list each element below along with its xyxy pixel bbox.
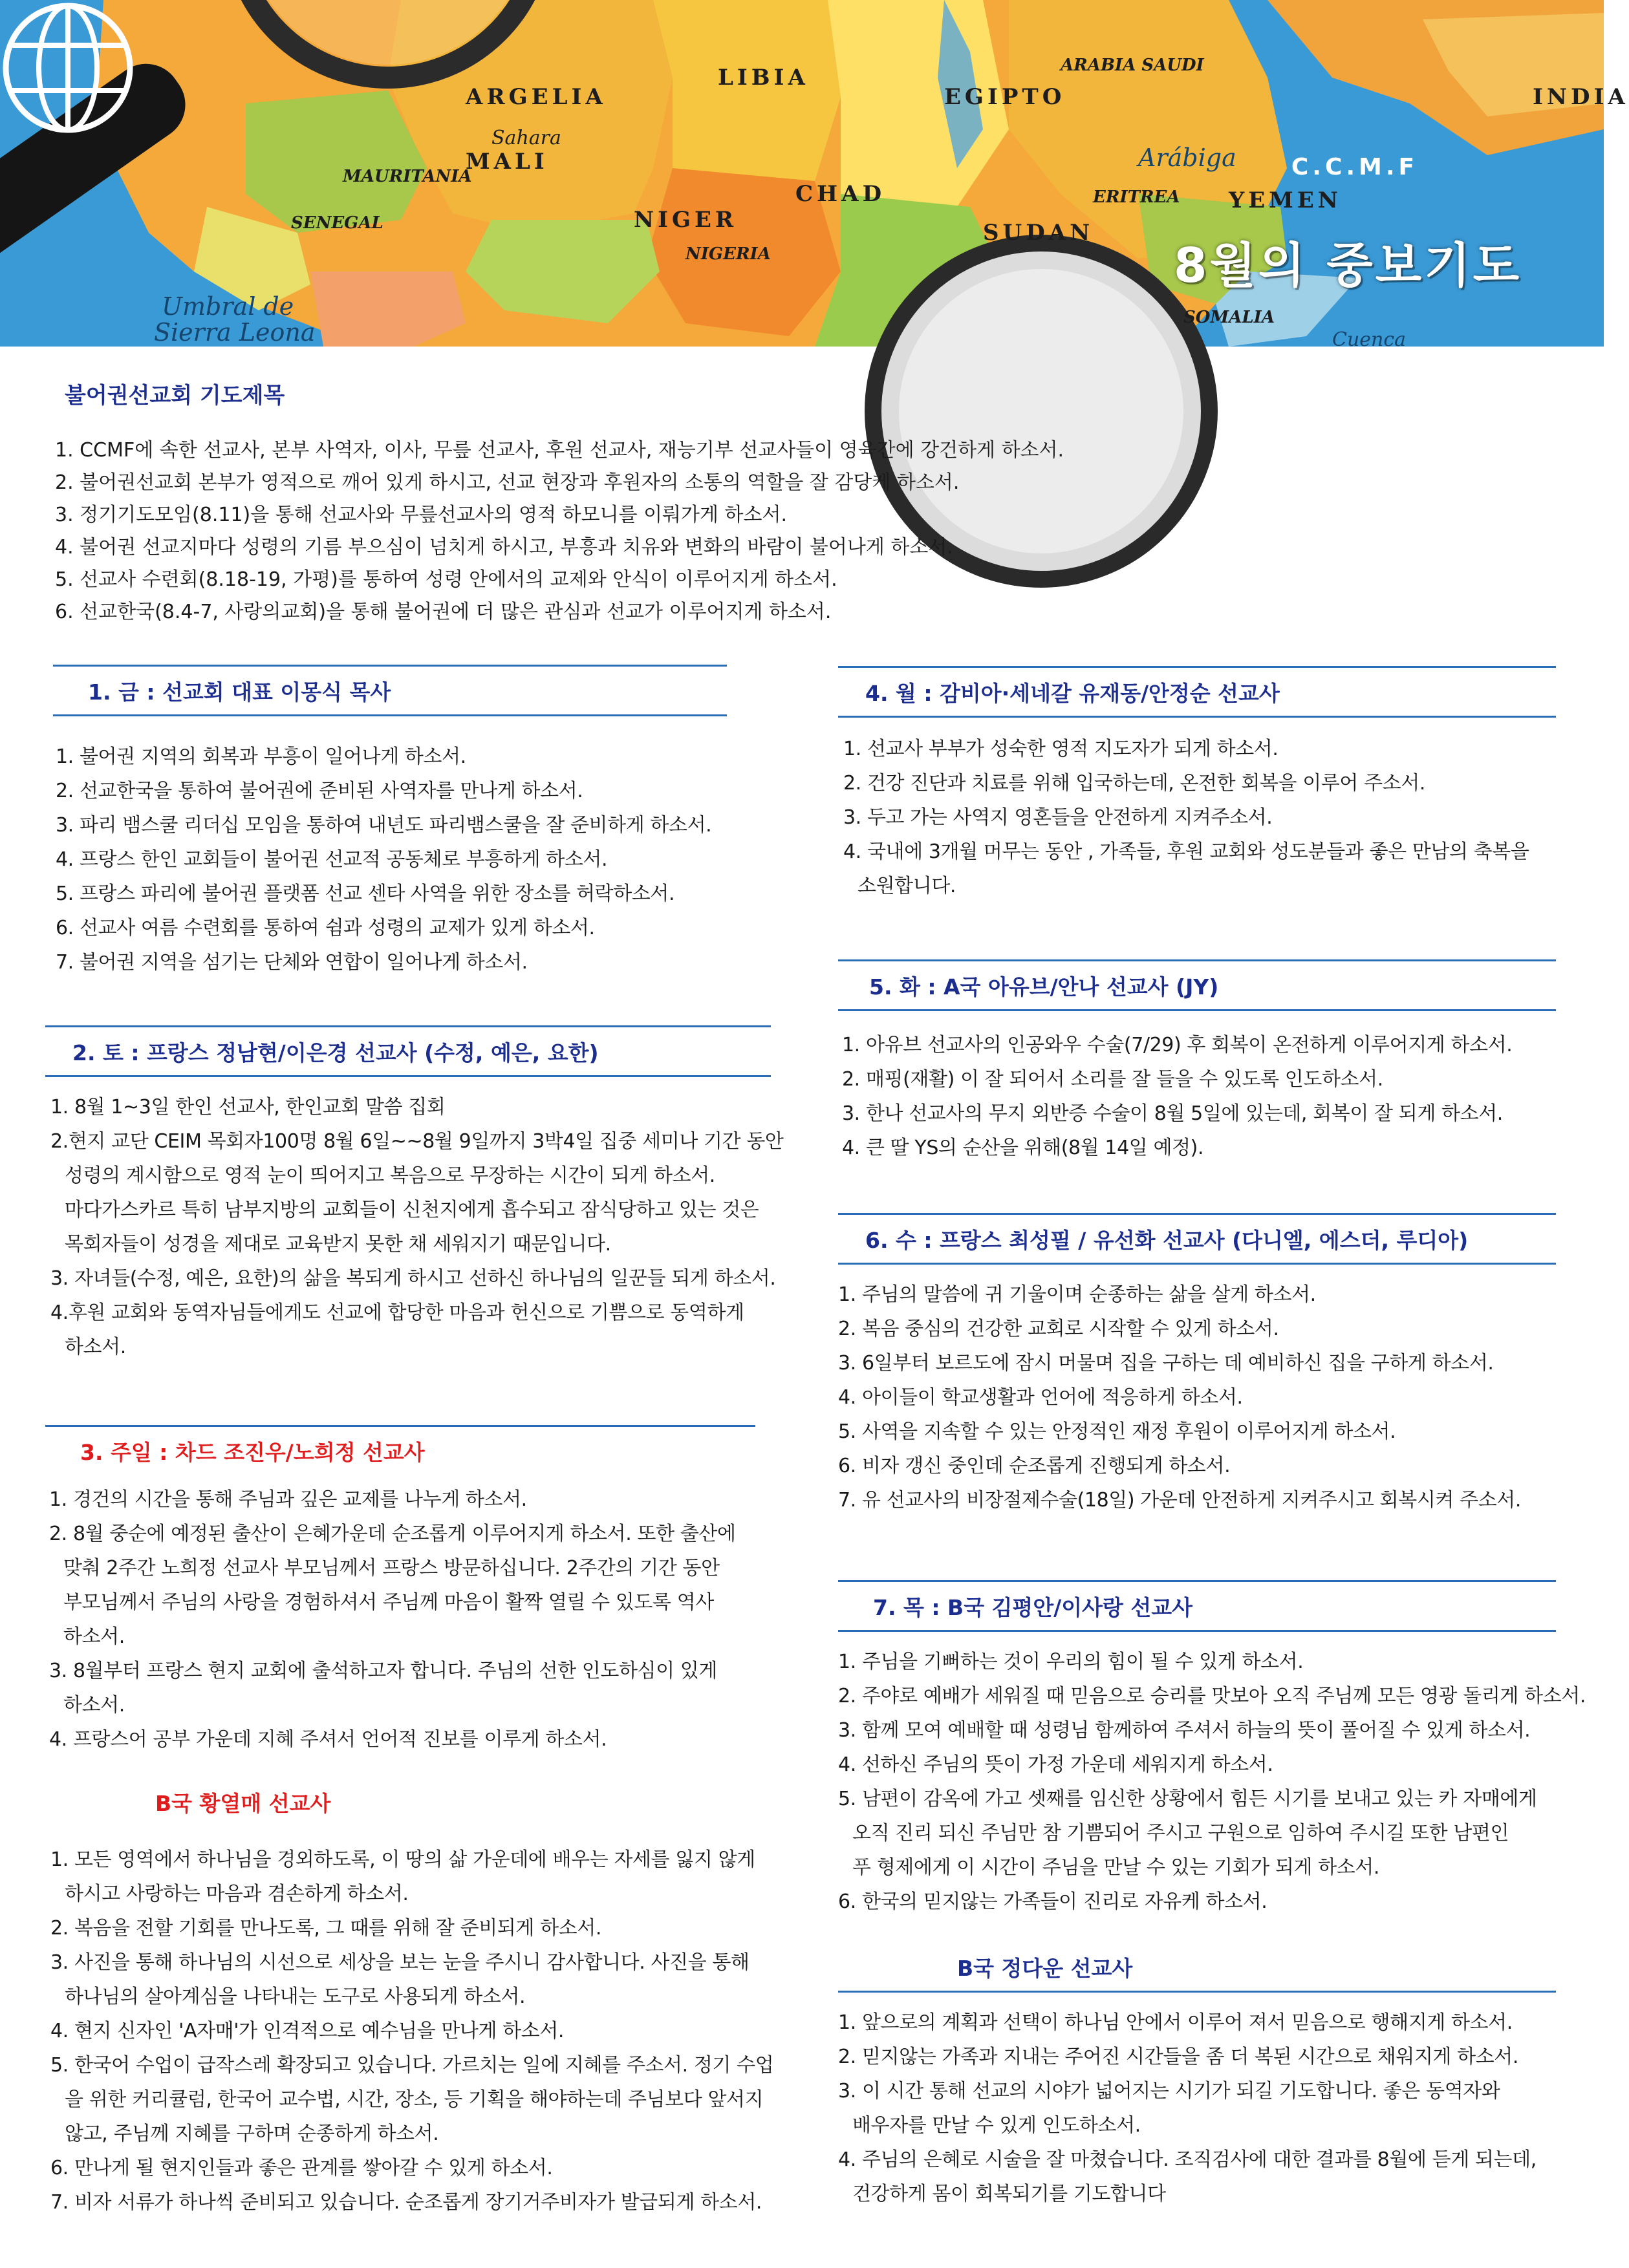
intro-item: 1. CCMF에 속한 선교사, 본부 사역자, 이사, 무릎 선교사, 후원 선교사, 재능기부 선교사들이 영육간에 강건하게 하소서. xyxy=(55,439,1064,462)
map-label-senegal: SENEGAL xyxy=(291,213,383,233)
list-item: 하나님의 살아계심을 나타내는 도구로 사용되게 하소서. xyxy=(65,1985,526,2008)
list-item: 2. 믿지않는 가족과 지내는 주어진 시간들을 좀 더 복된 시간으로 채워지게 하소서. xyxy=(838,2046,1519,2068)
map-label-arabiga: Arábiga xyxy=(1138,144,1236,172)
section-monday xyxy=(838,666,1556,903)
list-item: 6. 선교사 여름 수련회를 통하여 쉼과 성령의 교제가 있게 하소서. xyxy=(56,917,595,939)
list-item: 하소서. xyxy=(63,1694,125,1717)
list-item: 2. 선교한국을 통하여 불어권에 준비된 사역자를 만나게 하소서. xyxy=(56,780,583,802)
list-item: 1. 앞으로의 계획과 선택이 하나님 안에서 이루어 져서 믿음으로 행해지게 하소서. xyxy=(838,2011,1513,2034)
list-item: 부모님께서 주님의 사랑을 경험하셔서 주님께 마음이 활짝 열릴 수 있도록 역사 xyxy=(63,1591,714,1614)
map-label-niger: NIGER xyxy=(634,207,738,233)
map-label-eritrea: ERITREA xyxy=(1093,187,1180,207)
list-item: 7. 불어권 지역을 섬기는 단체와 연합이 일어나게 하소서. xyxy=(56,951,528,974)
list-item: 3. 6일부터 보르도에 잠시 머물며 집을 구하는 데 예비하신 집을 구하게 하소서. xyxy=(838,1352,1494,1375)
prayer-list xyxy=(838,2006,1556,2211)
list-item: 성령의 계시함으로 영적 눈이 띄어지고 복음으로 무장하는 시간이 되게 하소서. xyxy=(65,1164,715,1187)
list-item: 5. 사역을 지속할 수 있는 안정적인 재정 후원이 이루어지게 하소서. xyxy=(838,1420,1396,1443)
prayer-list xyxy=(838,1028,1556,1165)
list-item: 하소서. xyxy=(65,1336,126,1358)
list-item: 오직 진리 되신 주님만 참 기쁨되어 주시고 구원으로 임하여 주시길 또한 남편인 xyxy=(852,1822,1509,1845)
list-item: 4. 현지 신자인 'A자매'가 인격적으로 예수님을 만나게 하소서. xyxy=(50,2020,565,2042)
section-thursday xyxy=(838,1580,1586,1919)
section-heading-text: 3. 주일 : 차드 조진우/노희정 선교사 xyxy=(80,1440,425,1465)
list-item: 2. 주야로 예배가 세워질 때 믿음으로 승리를 맛보아 오직 주님께 모든 영광 돌리게 하소서. xyxy=(838,1685,1586,1707)
list-item: 5. 한국어 수업이 급작스레 확장되고 있습니다. 가르치는 일에 지혜를 주소서. 정기 수업 xyxy=(50,2054,774,2077)
list-item: 2. 매핑(재활) 이 잘 되어서 소리를 잘 들을 수 있도록 인도하소서. xyxy=(842,1068,1383,1091)
list-item: 4. 큰 딸 YS의 순산을 위해(8월 14일 예정). xyxy=(842,1137,1204,1159)
section-heading-text: 2. 토 : 프랑스 정남현/이은경 선교사 (수정, 예은, 요한) xyxy=(72,1040,599,1065)
section-heading-text: 6. 수 : 프랑스 최성필 / 유선화 선교사 (다니엘, 에스더, 루디아) xyxy=(865,1228,1469,1253)
list-item: 1. 8월 1~3일 한인 선교사, 한인교회 말씀 집회 xyxy=(50,1096,446,1118)
intro-item: 3. 정기기도모임(8.11)을 통해 선교사와 무릎선교사의 영적 하모니를 이뤄가게 하소서. xyxy=(55,504,788,526)
list-item: 4.후원 교회와 동역자님들에게도 선교에 합당한 마음과 헌신으로 기쁨으로 동역하게 xyxy=(50,1301,744,1324)
section-tuesday xyxy=(838,959,1556,1165)
section-friday xyxy=(53,665,727,979)
section-heading-text: 1. 금 : 선교회 대표 이몽식 목사 xyxy=(88,679,391,705)
list-item: 4. 프랑스어 공부 가운데 지혜 주셔서 언어적 진보를 이루게 하소서. xyxy=(49,1728,607,1751)
list-item: 4. 선하신 주님의 뜻이 가정 가운데 세워지게 하소서. xyxy=(838,1753,1273,1776)
map-label-mali: MALI xyxy=(466,149,548,175)
list-item: 배우자를 만날 수 있게 인도하소서. xyxy=(852,2114,1141,2137)
list-item: 3. 파리 뱀스쿨 리더십 모임을 통하여 내년도 파리뱀스쿨을 잘 준비하게 하소서. xyxy=(56,814,712,837)
section-sunday xyxy=(45,1425,755,1757)
list-item: 6. 비자 갱신 중인데 순조롭게 진행되게 하소서. xyxy=(838,1455,1231,1477)
list-item: 7. 유 선교사의 비장절제수술(18일) 가운데 안전하게 지켜주시고 회복시켜 주소서. xyxy=(838,1489,1522,1512)
list-item: 건강하게 몸이 회복되기를 기도합니다 xyxy=(852,2183,1166,2205)
map-label-sierra: Sierra Leona xyxy=(154,318,316,347)
list-item: 2. 복음을 전할 기회를 만나도록, 그 때를 위해 잘 준비되게 하소서. xyxy=(50,1917,601,1940)
list-item: 7. 비자 서류가 하나씩 준비되고 있습니다. 순조롭게 장기거주비자가 발급되게 하소서. xyxy=(50,2191,762,2214)
list-item: 3. 함께 모여 예배할 때 성령님 함께하여 주셔서 하늘의 뜻이 풀어질 수 있게 하소서. xyxy=(838,1719,1531,1742)
list-item: 1. 주님의 말씀에 귀 기울이며 순종하는 삶을 살게 하소서. xyxy=(838,1283,1316,1306)
section-b-country-jung xyxy=(838,1943,1556,2211)
intro-list xyxy=(55,434,1542,628)
section-heading xyxy=(45,1778,782,1826)
list-item: 1. 모든 영역에서 하나님을 경외하도록, 이 땅의 삶 가운데에 배우는 자세를 잃지 않게 xyxy=(50,1848,755,1871)
list-item: 을 위한 커리큘럼, 한국어 교수법, 시간, 장소, 등 기획을 해야하는데 주님보다 앞서지 xyxy=(65,2088,764,2111)
section-heading-text: 4. 월 : 감비아·세네갈 유재동/안정순 선교사 xyxy=(865,681,1280,706)
list-item: 1. 불어권 지역의 회복과 부흥이 일어나게 하소서. xyxy=(56,745,466,768)
prayer-list xyxy=(45,1482,755,1757)
intro-item: 6. 선교한국(8.4-7, 사랑의교회)을 통해 불어권에 더 많은 관심과 선교가 이루어지게 하소서. xyxy=(55,601,832,623)
map-label-libia: LIBIA xyxy=(718,65,809,91)
banner-title: 8월의 중보기도 xyxy=(1174,238,1522,294)
map-label-sahara: Sahara xyxy=(491,127,561,149)
list-item: 하시고 사랑하는 마음과 겸손하게 하소서. xyxy=(65,1883,409,1905)
prayer-list xyxy=(838,1645,1586,1919)
section-heading xyxy=(838,959,1556,1011)
map-label-sudan: SUDAN xyxy=(983,220,1094,246)
section-heading-text: 5. 화 : A국 아유브/안나 선교사 (JY) xyxy=(869,974,1219,1000)
section-heading xyxy=(53,665,727,716)
prayer-list xyxy=(838,1278,1556,1517)
list-item: 2. 8월 중순에 예정된 출산이 은혜가운데 순조롭게 이루어지게 하소서. 또한 출산에 xyxy=(49,1523,736,1545)
list-item: 5. 프랑스 파리에 불어권 플랫폼 선교 센타 사역을 위한 장소를 허락하소서. xyxy=(56,883,675,905)
list-item: 2.현지 교단 CEIM 목회자100명 8월 6일~~8월 9일까지 3박4일 집중 세미나 기간 동안 xyxy=(50,1130,784,1153)
map-label-cuenca: Cuenca xyxy=(1332,328,1407,351)
ccmf-globe-logo-icon xyxy=(0,0,136,136)
list-item: 4. 국내에 3개월 머무는 동안 , 가족들, 후원 교회와 성도분들과 좋은 만남의 축복을 xyxy=(843,840,1529,863)
section-heading xyxy=(838,1943,1556,1993)
list-item: 2. 건강 진단과 치료를 위해 입국하는데, 온전한 회복을 이루어 주소서. xyxy=(843,772,1425,795)
list-item: 소원합니다. xyxy=(858,875,956,897)
list-item: 3. 자녀들(수정, 예은, 요한)의 삶을 복되게 하시고 선하신 하나님의 일꾼들 되게 하소서. xyxy=(50,1267,776,1290)
list-item: 1. 아유브 선교사의 인공와우 수술(7/29) 후 회복이 온전하게 이루어지게 하소서. xyxy=(842,1034,1513,1056)
logo-text: C.C.M.F xyxy=(1291,154,1419,180)
intro-item: 5. 선교사 수련회(8.18-19, 가평)를 통하여 성령 안에서의 교제와 안식이 이루어지게 하소서. xyxy=(55,568,837,591)
intro-title: 불어권선교회 기도제목 xyxy=(65,383,285,409)
list-item: 4. 프랑스 한인 교회들이 불어권 선교적 공동체로 부흥하게 하소서. xyxy=(56,848,608,871)
section-b-country-hwang xyxy=(45,1778,782,2220)
list-item: 3. 두고 가는 사역지 영혼들을 안전하게 지켜주소서. xyxy=(843,806,1273,829)
map-label-india: INDIA xyxy=(1533,84,1629,110)
prayer-list xyxy=(45,1843,782,2220)
section-heading-text: B국 정다운 선교사 xyxy=(957,1956,1133,1981)
section-heading-text: B국 황열매 선교사 xyxy=(155,1791,331,1816)
page-bottom-margin xyxy=(0,2252,1604,2268)
list-item: 3. 8월부터 프랑스 현지 교회에 출석하고자 합니다. 주님의 선한 인도하심이 있게 xyxy=(49,1660,717,1682)
section-heading xyxy=(45,1425,755,1475)
list-item: 3. 한나 선교사의 무지 외반증 수술이 8월 5일에 있는데, 회복이 잘 되게 하소서. xyxy=(842,1102,1503,1125)
map-label-nigeria: NIGERIA xyxy=(685,244,771,264)
list-item: 목회자들이 성경을 제대로 교육받지 못한 채 세워지기 때문입니다. xyxy=(65,1233,611,1256)
list-item: 1. 경건의 시간을 통해 주님과 깊은 교제를 나누게 하소서. xyxy=(49,1488,527,1511)
list-item: 하소서. xyxy=(63,1625,125,1648)
list-item: 3. 사진을 통해 하나님의 시선으로 세상을 보는 눈을 주시니 감사합니다. 사진을 통해 xyxy=(50,1951,750,1974)
map-label-egipto: EGIPTO xyxy=(944,84,1066,110)
intro-item: 2. 불어권선교회 본부가 영적으로 깨어 있게 하시고, 선교 현장과 후원자의 소통의 역할을 잘 감당케 하소서. xyxy=(55,471,960,494)
section-heading xyxy=(45,1025,771,1077)
map-label-argelia: ARGELIA xyxy=(466,84,607,110)
prayer-list xyxy=(45,1090,784,1364)
header-banner xyxy=(0,0,1629,351)
map-label-umbral: Umbral de xyxy=(162,292,294,321)
prayer-list xyxy=(838,732,1556,903)
list-item: 6. 한국의 믿지않는 가족들이 진리로 자유케 하소서. xyxy=(838,1890,1268,1913)
list-item: 4. 주님의 은혜로 시술을 잘 마쳤습니다. 조직검사에 대한 결과를 8월에 듣게 되는데, xyxy=(838,2148,1537,2171)
list-item: 않고, 주님께 지혜를 구하며 순종하게 하소서. xyxy=(65,2123,439,2145)
section-saturday xyxy=(45,1025,784,1364)
list-item: 푸 형제에게 이 시간이 주님을 만날 수 있는 기회가 되게 하소서. xyxy=(852,1856,1379,1879)
prayer-list xyxy=(53,740,727,979)
list-item: 마다가스카르 특히 남부지방의 교회들이 신천지에게 흡수되고 잠식당하고 있는 것은 xyxy=(65,1199,759,1221)
list-item: 맞춰 2주간 노희정 선교사 부모님께서 프랑스 방문하십니다. 2주간의 기간 동안 xyxy=(63,1557,720,1579)
list-item: 4. 아이들이 학교생활과 언어에 적응하게 하소서. xyxy=(838,1386,1243,1409)
map-label-yemen: YEMEN xyxy=(1229,187,1342,213)
list-item: 5. 남편이 감옥에 가고 셋째를 임신한 상황에서 힘든 시기를 보내고 있는 카 자매에게 xyxy=(838,1788,1537,1810)
section-heading xyxy=(838,666,1556,718)
list-item: 6. 만나게 될 현지인들과 좋은 관계를 쌓아갈 수 있게 하소서. xyxy=(50,2157,553,2179)
list-item: 3. 이 시간 통해 선교의 시야가 넓어지는 시기가 되길 기도합니다. 좋은 동역자와 xyxy=(838,2080,1500,2102)
intro-item: 4. 불어권 선교지마다 성령의 기름 부으심이 넘치게 하시고, 부흥과 치유와 변화의 바람이 불어나게 하소서. xyxy=(55,536,953,559)
map-label-mauritania: MAURITANIA xyxy=(343,167,472,186)
list-item: 1. 주님을 기뻐하는 것이 우리의 힘이 될 수 있게 하소서. xyxy=(838,1651,1304,1673)
list-item: 1. 선교사 부부가 성숙한 영적 지도자가 되게 하소서. xyxy=(843,738,1278,760)
map-label-chad: CHAD xyxy=(795,181,886,207)
section-heading-text: 7. 목 : B국 김평안/이사랑 선교사 xyxy=(873,1595,1193,1620)
list-item: 2. 복음 중심의 건강한 교회로 시작할 수 있게 하소서. xyxy=(838,1318,1279,1340)
section-heading xyxy=(838,1580,1556,1632)
section-wednesday xyxy=(838,1213,1556,1517)
section-heading xyxy=(838,1213,1556,1265)
map-label-arabia: ARABIA SAUDI xyxy=(1061,56,1204,75)
map-label-somalia: SOMALIA xyxy=(1183,308,1275,327)
